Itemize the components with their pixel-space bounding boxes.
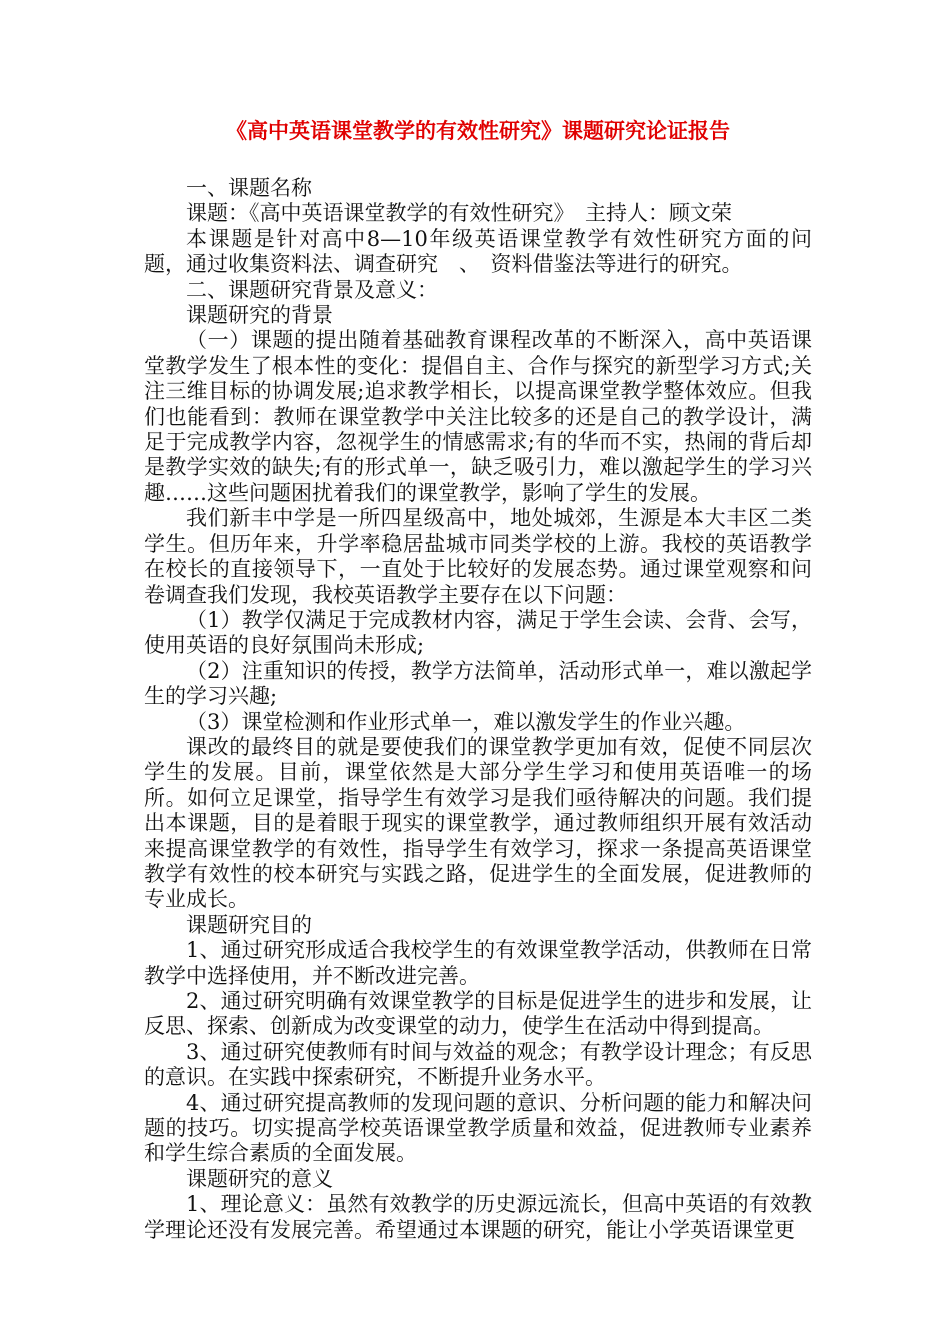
paragraph-purpose-heading: 课题研究目的 [186, 912, 312, 937]
paragraph-topic-description: 本课题是针对高中8—10年级英语课堂教学有效性研究方面的问题，通过收集资料法、调查研究 、 资料借鉴法等进行的研究。 [144, 226, 812, 277]
paragraph-purpose-1: 1、通过研究形成适合我校学生的有效课堂教学活动，供教师在日常教学中选择使用，并不断改进完善。 [144, 938, 812, 988]
paragraph-purpose-2: 2、通过研究明确有效课堂教学的目标是促进学生的进步和发展，让反思、探索、创新成为改变课堂的动力，使学生在活动中得到提高。 [144, 989, 812, 1039]
paragraph-reform-goal: 课改的最终目的就是要使我们的课堂教学更加有效，促使不同层次学生的发展。目前，课堂依然是大部分学生学习和使用英语唯一的场所。如何立足课堂，指导学生有效学习是我们亟待解决的问题。我们提出本课题，目的是着眼于现实的课堂教学，通过教师组织开展有效活动来提高课堂教学的有效性，指导学生有效学习，探求一条提高英语课堂教学有效性的校本研究与实践之路，促进学生的全面发展，促进教师的专业成长。 [144, 734, 812, 912]
paragraph-topic-line: 课题：《高中英语课堂教学的有效性研究》 主持人：顾文荣 [186, 201, 732, 226]
paragraph-background-1: （一）课题的提出随着基础教育课程改革的不断深入，高中英语课堂教学发生了根本性的变化：提倡自主、合作与探究的新型学习方式;关注三维目标的协调发展;追求教学相长，以提高课堂教学整体效应。但我们也能看到：教师在课堂教学中关注比较多的还是自己的教学设计，满足于完成教学内容，忽视学生的情感需求;有的华而不实，热闹的背后却是教学实效的缺失;有的形式单一，缺乏吸引力，难以激起学生的学习兴趣……这些问题困扰着我们的课堂教学，影响了学生的发展。 [144, 328, 812, 505]
paragraph-problem-2: （2）注重知识的传授，教学方法简单，活动形式单一，难以激起学生的学习兴趣; [144, 658, 812, 709]
paragraph-section-2-heading: 二、课题研究背景及意义： [186, 277, 438, 302]
paragraph-significance-heading: 课题研究的意义 [186, 1166, 333, 1191]
paragraph-background-2: 我们新丰中学是一所四星级高中，地处城郊，生源是本大丰区二类学生。但历年来，升学率稳居盐城市同类学校的上游。我校的英语教学在校长的直接领导下，一直处于比较好的发展态势。通过课堂观察和问卷调查我们发现，我校英语教学主要存在以下问题： [144, 506, 812, 607]
paragraph-background-heading: 课题研究的背景 [186, 303, 333, 328]
paragraph-significance-1: 1、理论意义：虽然有效教学的历史源远流长，但高中英语的有效教学理论还没有发展完善。希望通过本课题的研究，能让小学英语课堂更 [144, 1192, 812, 1242]
document-title: 《高中英语课堂教学的有效性研究》课题研究论证报告 [226, 118, 730, 143]
paragraph-purpose-4: 4、通过研究提高教师的发现问题的意识、分析问题的能力和解决问题的技巧。切实提高学校英语课堂教学质量和效益，促进教师专业素养和学生综合素质的全面发展。 [144, 1090, 812, 1166]
paragraph-problem-3: （3）课堂检测和作业形式单一，难以激发学生的作业兴趣。 [186, 709, 746, 734]
paragraph-problem-1: （1）教学仅满足于完成教材内容，满足于学生会读、会背、会写，使用英语的良好氛围尚未形成; [144, 607, 812, 658]
paragraph-purpose-3: 3、通过研究使教师有时间与效益的观念；有教学设计理念；有反思的意识。在实践中探索研究，不断提升业务水平。 [144, 1039, 812, 1090]
document-body [144, 118, 812, 1243]
paragraph-section-1-heading: 一、课题名称 [186, 176, 312, 200]
